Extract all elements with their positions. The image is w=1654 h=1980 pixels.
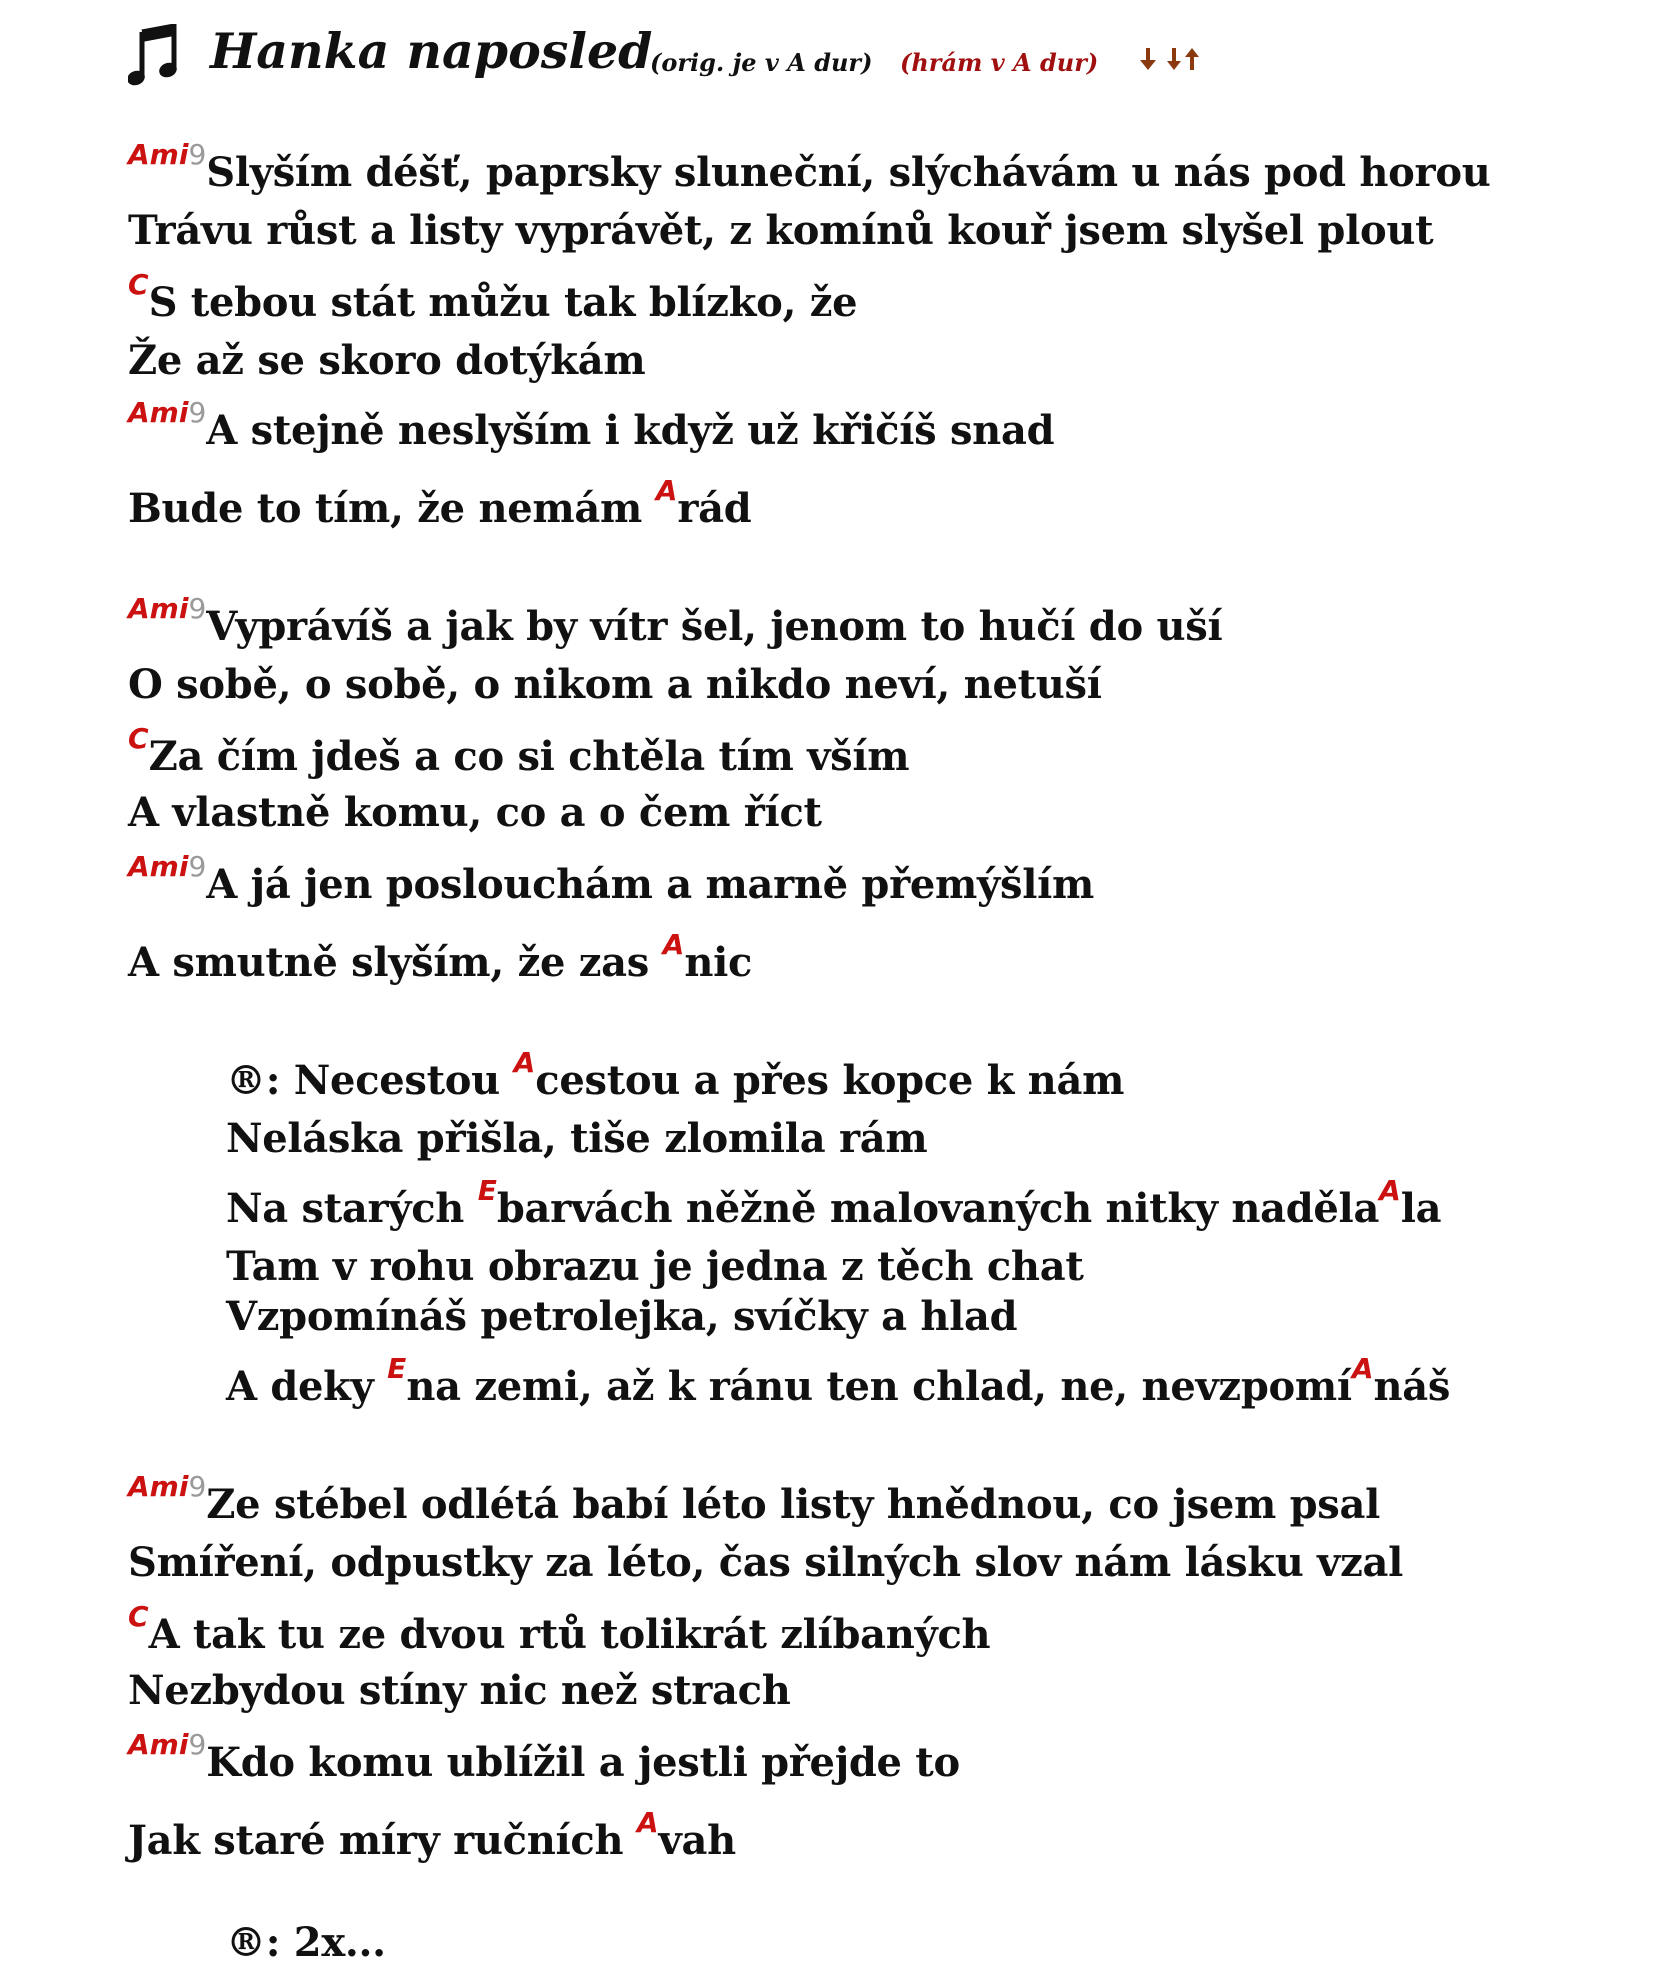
lyric-line: $^{Ami9}$Slyším déšť, paprsky sluneční, slýchávám u nás pod horou (128, 138, 1491, 196)
chord: E (477, 1174, 497, 1207)
music-note-icon (128, 24, 180, 88)
lyric-line: A vlastně komu, co a o čem říct (128, 789, 822, 836)
refrain-line: Tam v rohu obrazu je jedna z těch chat (226, 1243, 1084, 1290)
lyric-line: O sobě, o sobě, o nikom a nikdo neví, netuší (128, 661, 1102, 708)
arrow-down-up-icon[interactable] (1167, 48, 1199, 70)
lyric-line: Smíření, odpustky za léto, čas silných slov nám lásku vzal (128, 1539, 1404, 1586)
chord: Ami9 (128, 1470, 207, 1503)
arrow-down-icon[interactable] (1140, 48, 1156, 70)
chord: C (128, 268, 149, 301)
refrain-line: Vzpomínáš petrolejka, svíčky a hlad (226, 1293, 1018, 1340)
refrain-line: Na starých $^E$barvách něžně malovaných nitky naděla$^A$la (226, 1174, 1442, 1232)
chord: A (1351, 1352, 1374, 1385)
lyric-line: $^C$S tebou stát můžu tak blízko, že (128, 268, 858, 326)
chord: A (655, 474, 678, 507)
lyric-line: $^{Ami9}$Vyprávíš a jak by vítr šel, jenom to hučí do uší (128, 592, 1223, 650)
lyric-line: $^C$A tak tu ze dvou rtů tolikrát zlíbaných (128, 1600, 991, 1658)
chord: A (1379, 1174, 1401, 1207)
chord: C (128, 1600, 149, 1633)
lyric-line: $^{Ami9}$Ze stébel odlétá babí léto listy hnědnou, co jsem psal (128, 1470, 1381, 1528)
original-key: (orig. je v A dur) (650, 48, 873, 77)
lyric-line: Bude to tím, že nemám $^A$rád (128, 474, 752, 532)
lyric-line: $^{Ami9}$Kdo komu ublížil a jestli přejde to (128, 1728, 960, 1786)
chord: Ami9 (128, 138, 207, 171)
lyric-line: $^C$Za čím jdeš a co si chtěla tím vším (128, 722, 910, 780)
chord: E (387, 1352, 407, 1385)
lyric-line: $^{Ami9}$A stejně neslyším i když už křičíš snad (128, 396, 1055, 454)
chord: A (636, 1806, 659, 1839)
lyric-line: Trávu růst a listy vyprávět, z komínů kouř jsem slyšel plout (128, 207, 1434, 254)
lyric-line: $^{Ami9}$A já jen poslouchám a marně přemýšlím (128, 850, 1095, 908)
chord: Ami9 (128, 396, 207, 429)
lyric-line: Že až se skoro dotýkám (128, 337, 646, 384)
chord: A (513, 1046, 536, 1079)
chord: Ami9 (128, 1728, 207, 1761)
played-key: (hrám v A dur) (900, 48, 1099, 77)
lyric-line: A smutně slyším, že zas $^A$nic (128, 928, 753, 986)
chord: C (128, 722, 149, 755)
chord: Ami9 (128, 592, 207, 625)
lyric-line: Nezbydou stíny nic než strach (128, 1667, 791, 1714)
lyric-line: Jak staré míry ručních $^A$vah (128, 1806, 736, 1864)
refrain-line: ®: Necestou $^A$cestou a přes kopce k nám (226, 1046, 1125, 1104)
song-title: Hanka naposled (210, 22, 653, 80)
chord: Ami9 (128, 850, 207, 883)
refrain-line: Neláska přišla, tiše zlomila rám (226, 1115, 928, 1162)
transpose-controls (1138, 44, 1204, 74)
chord: A (662, 928, 685, 961)
refrain-line: A deky $^E$na zemi, až k ránu ten chlad, ne, nevzpomí$^A$náš (226, 1352, 1451, 1410)
refrain-repeat: ®: 2x... (226, 1919, 386, 1966)
